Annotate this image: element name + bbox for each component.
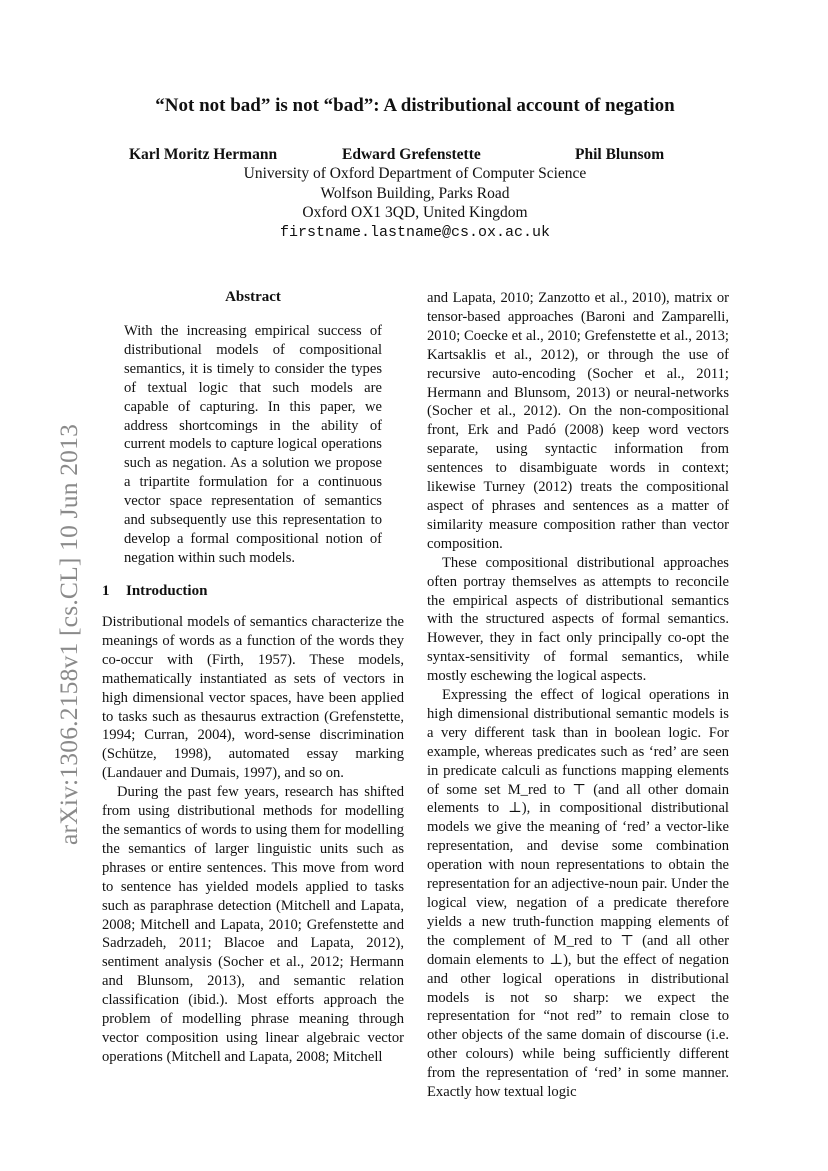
- section-title: Introduction: [126, 583, 208, 599]
- paragraph: Distributional models of semantics characterize the meanings of words as a function of the words they co-occur with (Firth, 1957). These models, mathematically instantiated as sets of vectors in high dimensional vector spaces, have been applied to tasks such as thesaurus extraction (Grefenstette, 1994; Curran, 2004), word-sense discrimination (Schütze, 1998), automated essay marking (Landauer and Dumais, 1997), and so on.: [102, 614, 404, 782]
- affiliation-line-3: Oxford OX1 3QD, United Kingdom: [302, 204, 528, 221]
- paragraph: During the past few years, research has shifted from using distributional methods for modelling the semantics of words to using them for modelling the semantics of larger linguistic units such as phrases or entire sentences. This move from word to sentence has yielded models applied to tasks such as paraphrase detection (Mitchell and Lapata, 2008; Mitchell and Lapata, 2010; Grefenstette and Sadrzadeh, 2011; Blacoe and Lapata, 2012), sentiment analysis (Socher et al., 2012; Hermann and Blunsom, 2013), and semantic relation classification (ibid.). Most efforts approach the problem of modelling phrase meaning through vector composition using linear algebraic vector operations (Mitchell and Lapata, 2008; Mitchell: [102, 784, 404, 1065]
- abstract-body: [124, 322, 382, 568]
- right-column: [427, 289, 729, 1102]
- author-3: Phil Blunsom: [575, 146, 665, 163]
- left-column: [102, 613, 404, 1067]
- paper-title: “Not not bad” is not “bad”: A distributional account of negation: [155, 95, 675, 116]
- arxiv-id: arXiv:1306.2158v1 [cs.CL] 10 Jun 2013: [54, 423, 83, 845]
- author-1: Karl Moritz Hermann: [129, 146, 278, 163]
- author-2: Edward Grefenstette: [342, 146, 481, 163]
- affiliation-line-1: University of Oxford Department of Computer Science: [243, 165, 587, 182]
- paragraph: These compositional distributional approaches often portray themselves as attempts to reconcile the empirical aspects of distributional semantics with the structured aspects of formal semantics. However, they in fact only principally co-opt the syntax-sensitivity of formal semantics, while mostly eschewing the logical aspects.: [427, 554, 729, 685]
- affiliation-line-2: Wolfson Building, Parks Road: [320, 185, 510, 202]
- paragraph: and Lapata, 2010; Zanzotto et al., 2010), matrix or tensor-based approaches (Baroni and Zamparelli, 2010; Coecke et al., 2010; Grefenstette et al., 2013; Kartsaklis et al., 2012), or through the use of recursive auto-encoding (Socher et al., 2011; Hermann and Blunsom, 2013) or neural-networks (Socher et al., 2012). On the non-compositional front, Erk and Padó (2008) keep word vectors separate, using syntactic information from sentences to disambiguate words in context; likewise Turney (2012) treats the compositional aspect of phrases and sentences as a matter of similarity measure composition rather than vector composition.: [427, 290, 729, 552]
- abstract-heading: Abstract: [225, 289, 281, 305]
- section-number: 1: [102, 583, 110, 599]
- section-heading: [102, 583, 207, 600]
- paragraph: Expressing the effect of logical operations in high dimensional distributional semantic models is a very different task than in boolean logic. For example, whereas predicates such as ‘red’ are seen in predicate calculi as functions mapping elements of some set M_red to ⊤ (and all other domain elements to ⊥), in compositional distributional models we give the meaning of ‘red’ a vector-like representation, and devise some combination operation with noun representations to obtain the representation for an adjective-noun pair. Under the logical view, negation of a predicate therefore yields a new truth-function mapping elements of the complement of M_red to ⊤ (and all other domain elements to ⊥), but the effect of negation and other logical operations in distributional models is not so sharp: we expect the representation for “not red” to remain close to other objects of the same domain of discourse (i.e. other colours) while being sufficiently different from the representation of ‘red’ in some manner. Exactly how textual logic: [427, 687, 729, 1101]
- arxiv-stamp: [18, 375, 83, 845]
- abstract-text: With the increasing empirical success of distributional models of compositional semantics, it is timely to consider the types of textual logic that such models are capable of capturing. In this paper, we address shortcomings in the ability of current models to capture logical operations such as negation. As a solution we propose a tripartite formulation for a continuous vector space representation of semantics and subsequently use this representation to develop a formal compositional notion of negation within such models.: [124, 323, 382, 566]
- author-email: firstname.lastname@cs.ox.ac.uk: [279, 224, 551, 241]
